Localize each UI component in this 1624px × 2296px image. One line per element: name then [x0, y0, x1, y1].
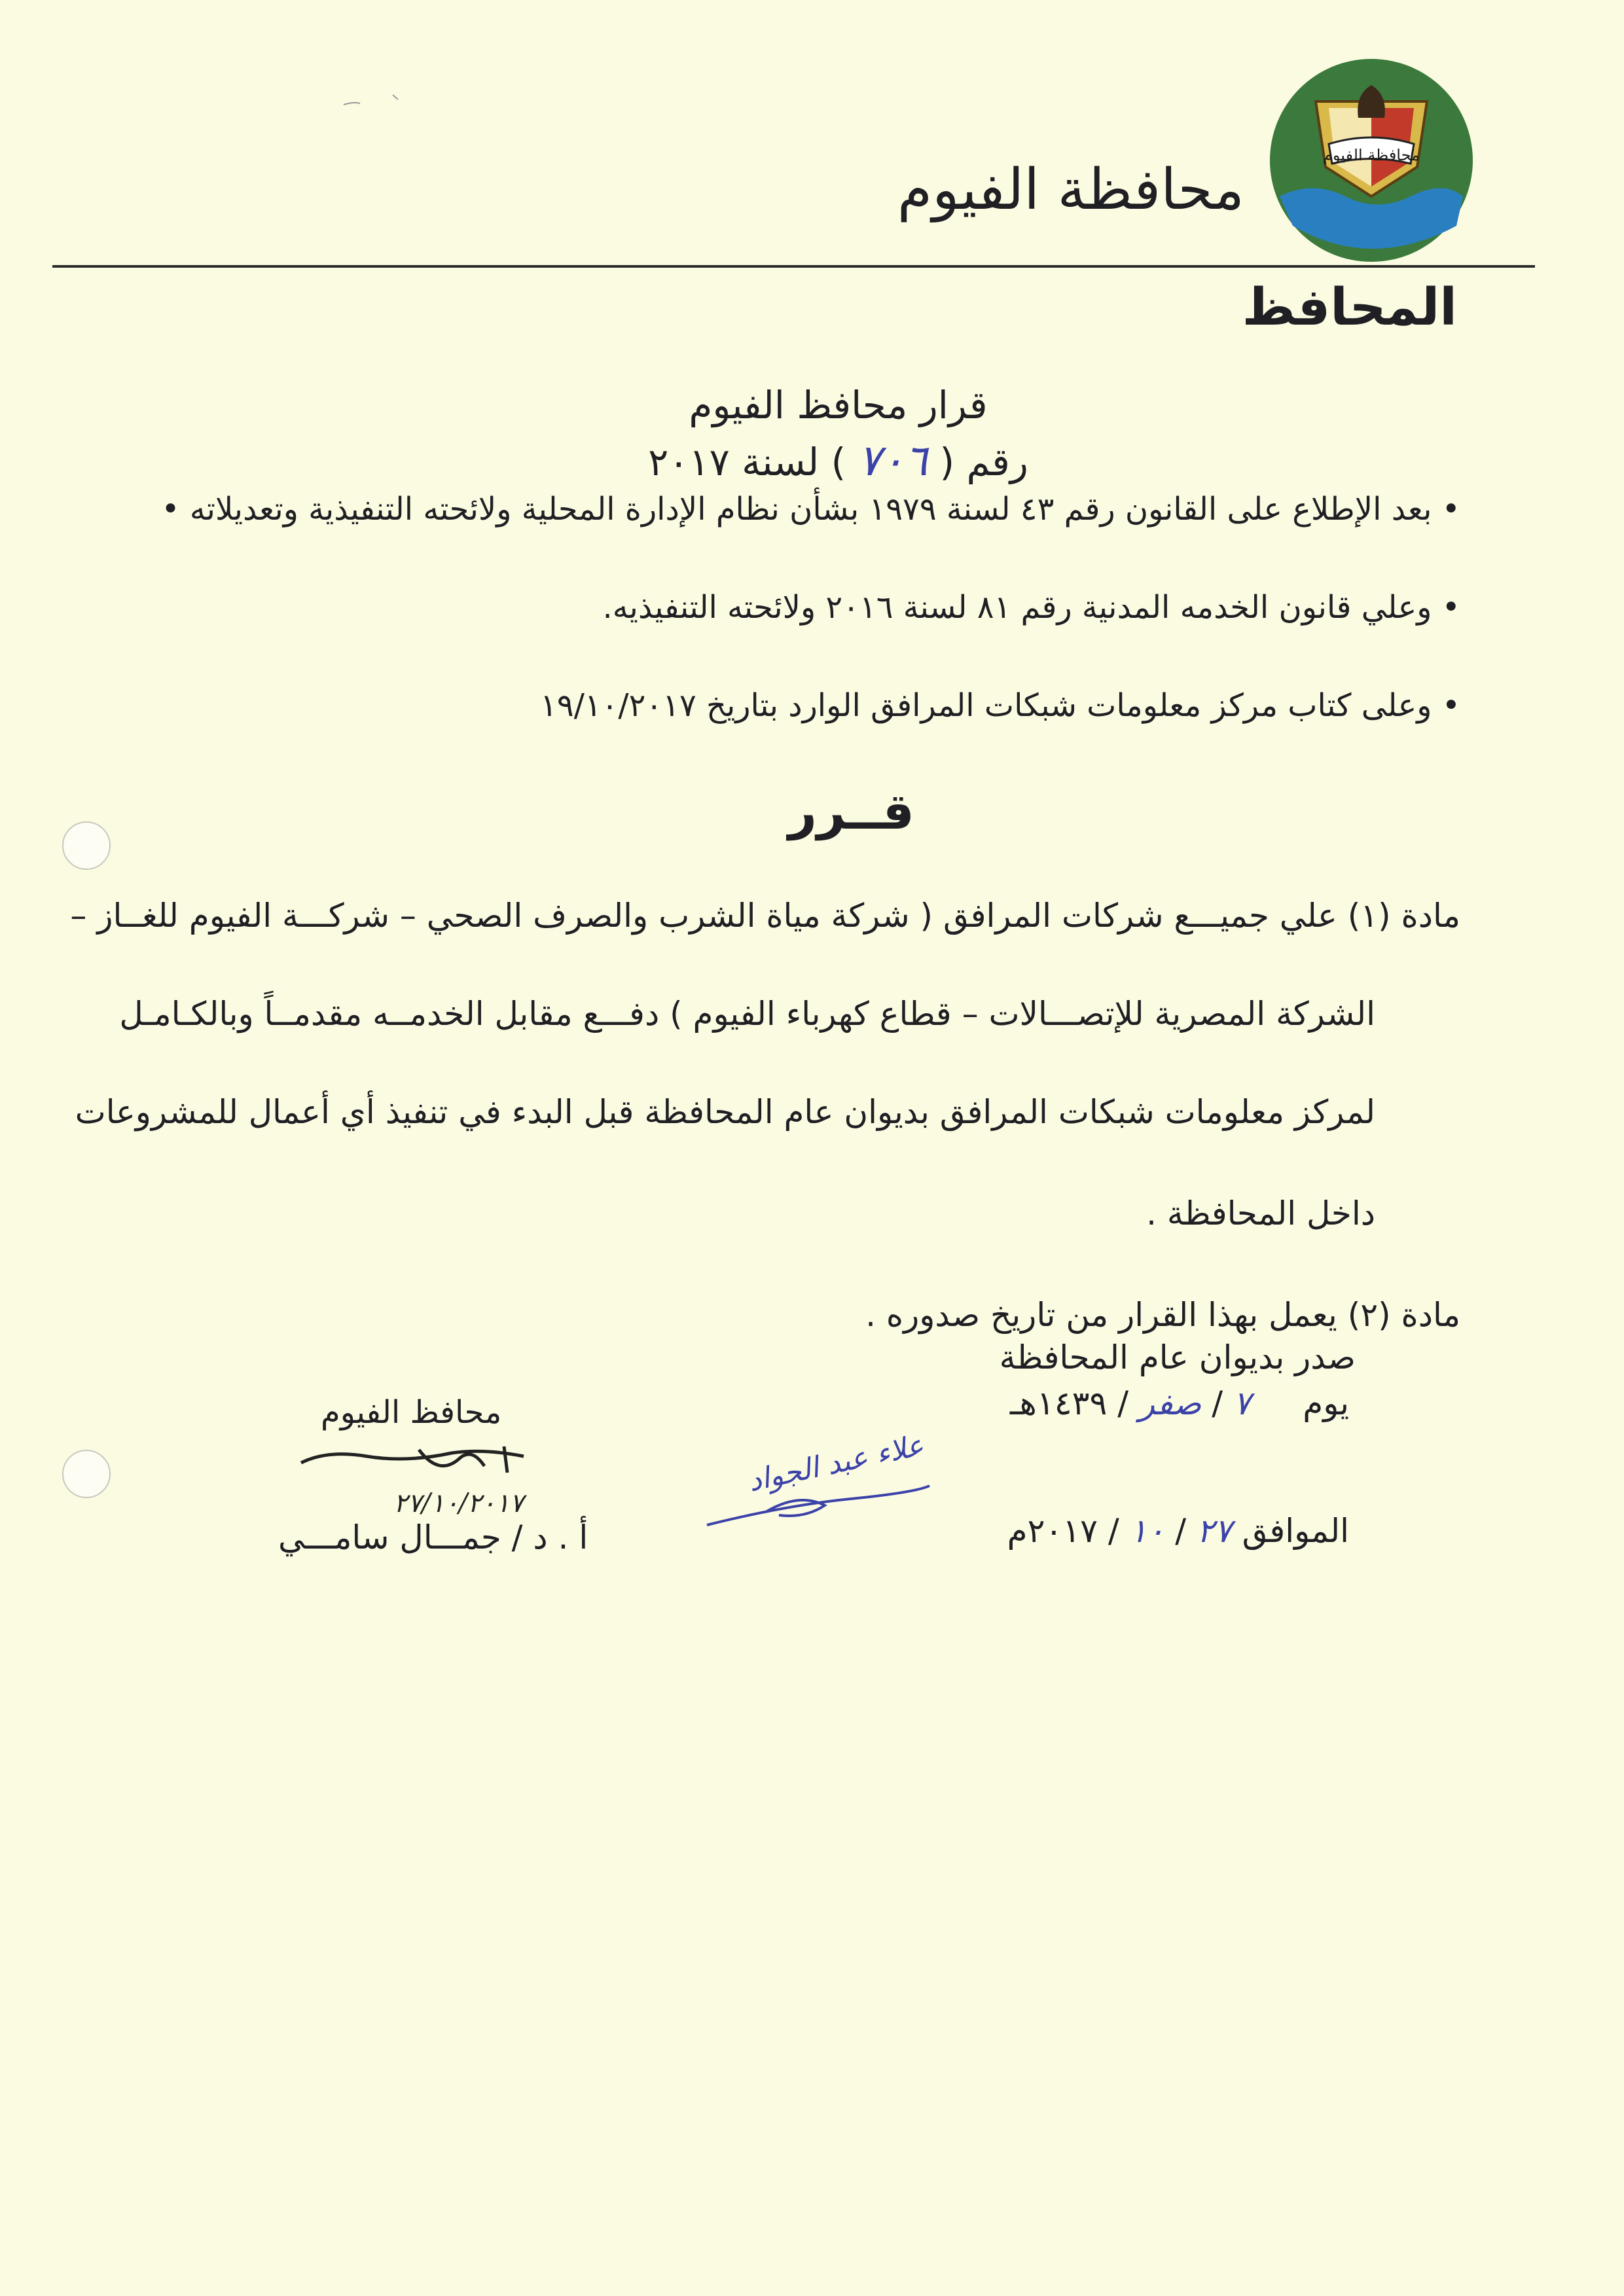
fayoum-governorate-logo	[1267, 56, 1476, 265]
office-title: المحافظ	[1242, 278, 1457, 337]
signatory-name: أ . د / جمـــال سامـــي	[278, 1518, 588, 1556]
hijri-label: يوم	[1303, 1384, 1349, 1422]
signatory-title: محافظ الفيوم	[321, 1394, 502, 1431]
article-1-line: داخل المحافظة .	[1146, 1194, 1375, 1232]
hijri-day: ٧	[1233, 1384, 1251, 1422]
gregorian-label: الموافق	[1242, 1512, 1349, 1550]
gregorian-date: الموافق ٢٧ / ١٠ / ٢٠١٧م	[1007, 1512, 1349, 1550]
article-1-line: لمركز معلومات شبكات المرافق بديوان عام المحافظة قبل البدء في تنفيذ أي أعمال للمشروعات	[75, 1093, 1375, 1131]
governorate-title: محافظة الفيوم	[897, 157, 1244, 223]
hijri-month: صفر	[1138, 1384, 1202, 1422]
gregorian-day: ٢٧	[1197, 1512, 1232, 1550]
decree-number-prefix: رقم (	[939, 440, 1028, 484]
logo-text: محافظة الفيوم	[1323, 146, 1420, 164]
decree-title: قرار محافظ الفيوم	[689, 383, 988, 427]
handwritten-paraph	[668, 1427, 943, 1551]
decree-number-line	[0, 435, 1624, 486]
header-divider	[52, 265, 1535, 268]
issued-at: صدر بديوان عام المحافظة	[999, 1338, 1356, 1376]
scan-speck	[340, 92, 406, 111]
signature-handwritten-date: ٢٧/١٠/٢٠١٧	[393, 1488, 524, 1518]
article-1-line: مادة (١) علي جميـــع شركات المرافق ( شركة مياة الشرب والصرف الصحي – شركـــة الفيوم للغــاز –	[70, 897, 1460, 935]
preamble-item: • وعلي قانون الخدمه المدنية رقم ٨١ لسنة ٢٠١٦ ولائحته التنفيذيه.	[602, 589, 1460, 626]
gregorian-month: ١٠	[1129, 1512, 1165, 1550]
gregorian-year: ٢٠١٧م	[1007, 1512, 1098, 1550]
article-2: مادة (٢) يعمل بهذا القرار من تاريخ صدوره .	[865, 1296, 1460, 1334]
punch-hole	[62, 1450, 111, 1498]
article-1-line: الشركة المصرية للإتصـــالات – قطاع كهرباء الفيوم ) دفـــع مقابل الخدمــه مقدمــاً وبالكـامـل	[119, 995, 1375, 1033]
preamble-item: • وعلى كتاب مركز معلومات شبكات المرافق الوارد بتاريخ ١٩/١٠/٢٠١٧	[540, 687, 1460, 724]
decree-number-handwritten: ٧٠٦	[857, 435, 928, 486]
paraph-text: علاء عبد الجواد	[745, 1428, 927, 1499]
decided-heading: قــرر	[788, 782, 914, 840]
preamble-item: • بعد الإطلاع على القانون رقم ٤٣ لسنة ١٩٧٩ بشأن نظام الإدارة المحلية ولائحته التنفيذية وتعديلاته •	[161, 491, 1460, 528]
hijri-date: يوم ٧ / صفر / ١٤٣٩هـ	[1009, 1384, 1349, 1422]
hijri-year: ١٤٣٩هـ	[1009, 1384, 1108, 1422]
punch-hole	[62, 821, 111, 870]
decree-number-suffix: ) لسنة ٢٠١٧	[648, 440, 846, 484]
